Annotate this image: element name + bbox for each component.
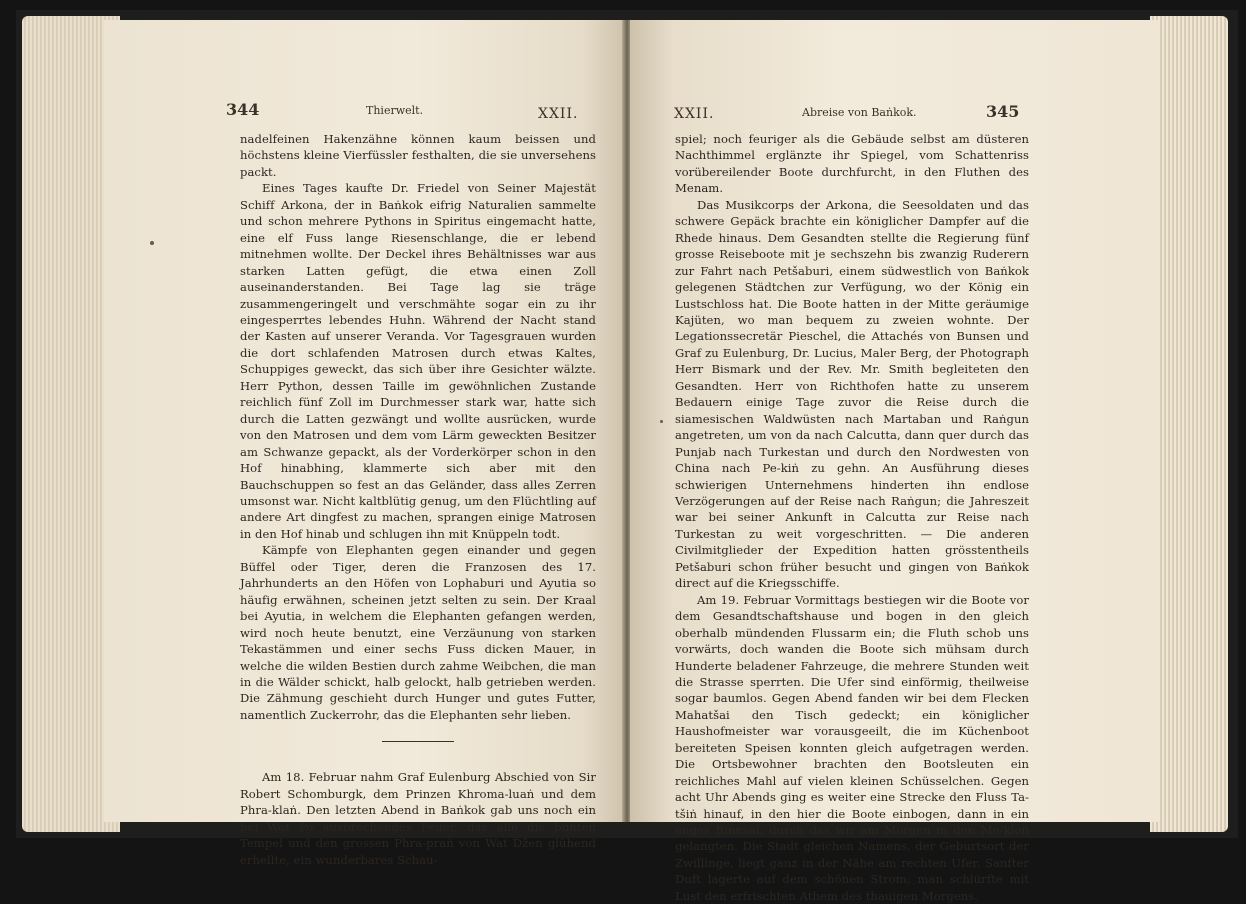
paragraph: Kämpfe von Elephanten gegen einander und gegen Büffel oder Tiger, deren die Franzosen des 17. Jahrhunderts an den Höfen von Lophaburi und Ayutia so häufig erwähnen, scheinen jetzt selten zu sein. Der Kraal bei Ayutia, in welchem die Elephanten gefangen werden, wird noch heute benutzt, eine Verzäunung von starken Tekastämmen und einer sechs Fuss dicken Mauer, in welche die wilden Bestien durch zahme Weibchen, die man in die Wälder schickt, halb gelockt, halb getrieben werden. Die Zähmung geschieht durch Hunger und gutes Futter, namentlich Zuckerrohr, das die Elephanten sehr lieben.	[240, 543, 596, 722]
left-page	[104, 20, 624, 867]
right-body-text	[675, 131, 1029, 904]
right-page	[630, 20, 1160, 903]
left-body-text	[240, 131, 596, 868]
left-running-title: Thierwelt.	[366, 104, 424, 117]
right-running-title: Abreise von Baṅkok.	[802, 106, 917, 119]
paper-speck	[150, 241, 154, 245]
paragraph: Am 19. Februar Vormittags bestiegen wir die Boote vor dem Gesandtschaftshause und bogen in den gleich oberhalb mündenden Flussarm ein; die Fluth schob uns vorwärts, doch wanden die Boote sich mühsam durch Hunderte beladener Fahrzeuge, die mehrere Stunden weit die Strasse sperrten. Die Ufer sind einförmig, theilweise sogar baumlos. Gegen Abend fanden wir bei dem Flecken Mahatšai den Tisch gedeckt; ein königlicher Haushofmeister war vorausgeeilt, die im Küchenboot bereiteten Speisen konnten gleich aufgetragen werden. Die Ortsbewohner brachten den Bootsleuten ein reichliches Mahl auf vielen kleinen Schüsselchen. Gegen acht Uhr Abends ging es weiter eine Strecke den Fluss Ta-tšiṅ hinauf, in den hier die Boote einbogen, dann in ein enges Rinnsal, durch das wir am Morgen in den Me-kloṅ gelangten. Die Stadt gleichen Namens, der Geburtsort der Zwillinge, liegt ganz in der Nähe am rechten Ufer. Sanfter Duft lagerte auf dem schönen Strom; man schlürfte mit Lust den erfrischten Athem des thauigen Morgens.	[675, 592, 1029, 903]
left-chapter-number: XXII.	[538, 106, 579, 122]
left-page-number: 344	[226, 100, 260, 119]
paper-speck	[660, 420, 663, 423]
paragraph: Am 18. Februar nahm Graf Eulenburg Abschied von Sir Robert Schomburgk, dem Prinzen Khroma-luaṅ und dem Phra-klaṅ. Den letzten Abend in Baṅkok gab uns noch ein bei Wat Po ausbrechendes Feuer, das alle die bunten Tempel und den grossen Phra-praṅ von Wat Džen glühend erhellte, ein wunderbares Schau-	[240, 770, 596, 867]
paragraph: Eines Tages kaufte Dr. Friedel von Seiner Majestät Schiff Arkona, der in Baṅkok eifrig Naturalien sammelte und schon mehrere Pythons in Spiritus eingemacht hatte, eine elf Fuss lange Riesenschlange, die er lebend mitnehmen wollte. Der Deckel ihres Behältnisses war aus starken Latten gefügt, die etwa einen Zoll auseinanderstanden. Bei Tage lag sie träge zusammengeringelt und verschmähte sogar ein zu ihr eingesperrtes lebendes Huhn. Während der Nacht stand der Kasten auf unserer Veranda. Vor Tagesgrauen wurden die dort schlafenden Matrosen durch etwas Kaltes, Schuppiges geweckt, das sich über ihre Gesichter wälzte. Herr Python, dessen Taille im gewöhnlichen Zustande reichlich fünf Zoll im Durchmesser stark war, hatte sich durch die Latten gezwängt und wollte ausrücken, wurde von den Matrosen und dem vom Lärm geweckten Besitzer am Schwanze gepackt, als der Vorderkörper schon in den Hof hinabhing, klammerte sich aber mit den Bauchschuppen so fest an das Geländer, dass alles Zerren umsonst war. Nicht kaltblütig genug, um den Flüchtling auf andere Art dingfest zu machen, sprangen einige Matrosen in den Hof hinab und schlugen ihn mit Knüppeln todt.	[240, 181, 596, 541]
section-divider	[382, 741, 454, 742]
right-page-number: 345	[986, 102, 1020, 121]
right-chapter-number: XXII.	[674, 106, 715, 122]
paragraph: nadelfeinen Hakenzähne können kaum beissen und höchstens kleine Vierfüssler festhalten, die sie unversehens packt.	[240, 132, 596, 179]
paragraph: spiel; noch feuriger als die Gebäude selbst am düsteren Nachthimmel erglänzte ihr Spiegel, vom Schattenriss vorübereilender Boote durchfurcht, in den Fluthen des Menam.	[675, 132, 1029, 196]
page-edges-right	[1150, 16, 1228, 832]
paragraph: Das Musikcorps der Arkona, die Seesoldaten und das schwere Gepäck brachte ein königlicher Dampfer auf die Rhede hinaus. Dem Gesandten stellte die Regierung fünf grosse Reiseboote mit je sechszehn bis zwanzig Ruderern zur Fahrt nach Petšaburi, einem südwestlich von Baṅkok gelegenen Städtchen zur Verfügung, wo der König ein Lustschloss hat. Die Boote hatten in der Mitte geräumige Kajüten, wo man bequem zu zweien wohnte. Der Legationssecretär Pieschel, die Attachés von Bunsen und Graf zu Eulenburg, Dr. Lucius, Maler Berg, der Photograph Herr Bismark und der Rev. Mr. Smith begleiteten den Gesandten. Herr von Richthofen hatte zu unserem Bedauern einige Tage zuvor die Reise durch die siamesischen Waldwüsten nach Martaban und Raṅgun angetreten, um von da nach Calcutta, dann quer durch das Punjab nach Turkestan und durch den Nordwesten von China nach Pe-kiṅ zu gehn. An Ausführung dieses schwierigen Unternehmens hinderten ihn endlose Verzögerungen auf der Reise nach Raṅgun; die Jahreszeit war bei seiner Ankunft in Calcutta zur Reise nach Turkestan zu weit vorgeschritten. — Die anderen Civilmitglieder der Expedition hatten grösstentheils Petšaburi schon früher besucht und gingen von Baṅkok direct auf die Kriegsschiffe.	[675, 197, 1029, 591]
